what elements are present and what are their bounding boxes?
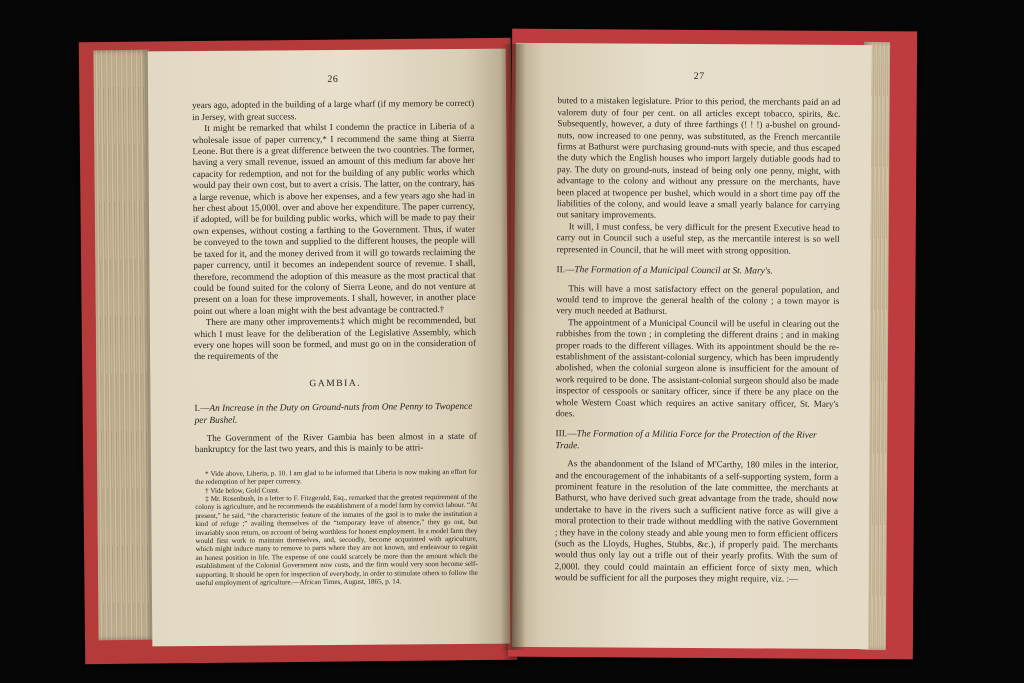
paragraph: It will, I must confess, be very difficult for the present Executive head to carry out in Council such a useful step, as the mercantile interest is so well represented in Council, that he will meet with strong opposition. (556, 221, 840, 256)
footnote: ‡ Mr. Rosenbush, in a letter to F. Fitzgerald, Esq., remarked that the greatest requirement of the colony is agriculture, and he recommends the establishment of a model farm by convict labour. “At present,” he said, “the characteristic feature of the inmates of the gaol is to make the institution a kind of refuge ;” availing themselves of the “temporary leave of absence,” they go out, but invariably soon return, on account of being worthless for honest employment. In a model farm they would first work to maintain themselves, and, secondly, become acquainted with agriculture, which might induce many to remove to parts where they are not known, and endeavour to regain an honest position in life. The expense of one could scarcely be more than the amount which the establishment of the Colonial Government now costs, and the firm would very soon become self-supporting. It should be open for inspection of everybody, in order to stimulate others to follow the useful employment of agriculture.—African Times, August, 1865, p. 14. (195, 492, 478, 588)
paragraph: buted to a mistaken legislature. Prior to this period, the merchants paid an ad valorem duty of four per cent. on all articles except tobacco, spirits, &c. Subsequently, however, a duty of three farthings (! ! !) a-bushel on ground-nuts, now increased to one penny, was substituted, as the French mercantile firms at Bathurst were purchasing ground-nuts with specie, and thus escaped the duty which the English houses who import largely dutiable goods had to pay. The duty on ground-nuts, instead of being only one penny, might, with advantage to the colony and without any pressure on the merchants, have been placed at twopence per bushel, which would in a short time pay off the liabilities of the colony, and would leave a small yearly balance for carrying out sanitary improvements. (556, 95, 841, 221)
paragraph: The appointment of a Municipal Council will be useful in clearing out the rubbishes from the town ; in completing the different drains ; and in making proper roads to the different villages. With its appointment should be the re-establishment of the assistant-colonial surgency, which has been imprudently abolished, when the colonial surgeon alone is insufficient for the amount of work required to be done. The assistant-colonial surgeon should also be made inspector of cesspools or sanitary officer, since if there be any place on the whole Western Coast which requires an active sanitary officer, St. Mary's does. (555, 316, 840, 419)
subheading-1 (194, 402, 476, 427)
footnote: † Vide below, Gold Coast. (205, 485, 280, 495)
subheading-title: The Formation of a Militia Force for the Protection of the River Trade. (555, 429, 817, 452)
paragraph: As the abandonment of the Island of M'Carthy, 180 miles in the interior, and the encouragement of the inhabitants of a self-supporting system, form a prominent feature in the resolution of the late committee, the merchants at Bathurst, who have derived such great advantage from the trade, should now undertake to have in the rivers such a sufficient native force as will give a moral protection to their trade without meddling with the native Government ; they have in the colony steady and able young men to form efficient officers (such as the Lloyds, Hughes, Stubbs, &c.), if properly paid. The merchants would thus only lay out a trifle out of their yearly profits. With the sum of 2,000l. they could could maintain an efficient force of sixty men, which would be sufficient for all the purposes they might require, viz. :— (554, 458, 839, 584)
footnotes (195, 468, 478, 588)
right-page (512, 43, 872, 649)
page-edges-left (93, 50, 154, 640)
section-heading-gambia: GAMBIA. (309, 377, 362, 389)
subheading-number: III.— (555, 429, 577, 440)
paragraph: The Government of the River Gambia has been almost in a state of bankruptcy for the last two years, and this is mainly to be attri- (194, 430, 477, 455)
paragraph: This will have a most satisfactory effect on the general population, and would tend to improve the general health of the colony ; a town mayor is very much needed at Bathurst. (556, 282, 840, 317)
footnote: * Vide above, Liberia, p. 10. I am glad to be informed that Liberia is now making an effort for the redemption of her paper currency. (195, 467, 478, 487)
paragraph: It might be remarked that whilst I condemn the practice in Liberia of a wholesale issue of paper currency,* I recommend the same thing at Sierra Leone. But there is a great difference between the two countries. The former, having a very small revenue, issued an amount of this medium far above her capacity for redemption, and not for the building of any public works which would pay their own cost, but to avert a crisis. The latter, on the contrary, has a large revenue, which is above her expenses, and a few years ago she had in her chest about 15,000l. over and above her expenditure. The paper currency, if adopted, will be for building public works, which will be made to pay their own expenses, without costing a farthing to the Government. Thus, if water be conveyed to the town and supplied to the different houses, the people will be taxed for it, and the money derived from it will go towards reclaiming the paper currency, until it becomes an independent source of revenue. I shall, therefore, recommend the adoption of this measure as the most practical that could be found suited for the colony of Sierra Leone, and do not venture at present on a loan for these improvements. I shall, however, in another place point out where a loan might with the best advantage be contracted.† (192, 121, 476, 316)
paragraph: years ago, adopted in the building of a large wharf (if my memory be correct) in Jersey, with great success. (192, 98, 475, 122)
page-number-left: 26 (327, 73, 339, 86)
left-page (148, 49, 511, 647)
subheading-3 (555, 430, 838, 455)
subheading-title: The Formation of a Municipal Council at St. Mary's. (574, 265, 773, 277)
right-page-content (555, 70, 841, 585)
subheading-number: II.— (556, 265, 575, 276)
paragraph: There are many other improvements‡ which might be recommended, but which I must leave for the deliberation of the Legislative Assembly, which every one hopes will soon be formed, and must go on in the consideration of the requirements of the (193, 314, 477, 362)
subheading-number: I.— (194, 404, 210, 415)
subheading-title: An Increase in the Duty on Ground-nuts from One Penny to Twopence per Bushel. (194, 402, 473, 426)
left-page-content (192, 73, 478, 588)
subheading-2 (556, 265, 839, 278)
book-gutter (500, 44, 526, 650)
page-number-right: 27 (693, 71, 705, 83)
